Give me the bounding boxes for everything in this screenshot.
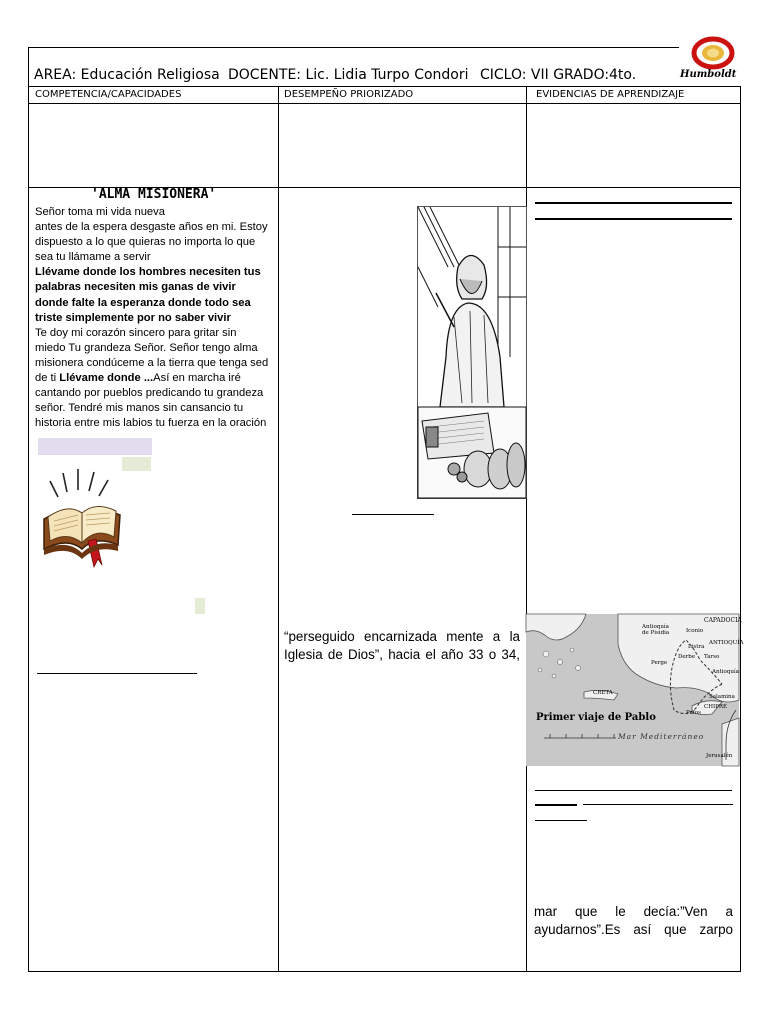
map-place: Pafos [686, 710, 701, 716]
map-title: Primer viaje de Pablo [536, 712, 656, 723]
lyric-line: cantando por pueblos predicando tu grandeza [35, 387, 264, 400]
song-lyrics [35, 205, 271, 431]
map-place: CAPADOCIA [704, 617, 742, 624]
lyric-line: Te doy mi corazón sincero para gritar sin [35, 326, 237, 339]
map-place: Derbe [678, 654, 696, 660]
lyric-line: sea tu llámame a servir [35, 251, 151, 264]
answer-blank-middle [352, 514, 434, 515]
col-header-evidencias: EVIDENCIAS DE APRENDIZAJE [536, 89, 685, 100]
lyric-line: palabras necesiten mis ganas de vivir [35, 281, 236, 294]
ciclo-label: CICLO: VII GRADO: [480, 67, 610, 83]
right-paragraph [534, 903, 733, 939]
left-border [28, 47, 29, 972]
map-place: Listra [688, 644, 705, 650]
header-rule [28, 86, 741, 87]
top-rule [28, 47, 679, 48]
open-bible-icon [38, 467, 126, 573]
colhead-rule [28, 103, 741, 104]
col-header-desempeno: DESEMPEÑO PRIORIZADO [284, 89, 414, 100]
answer-blank-right-3 [535, 790, 732, 791]
lyric-line: señor. Tendré mis manos sin cansancio tu [35, 402, 244, 415]
lyric-fragment: Así en marcha iré [153, 372, 241, 385]
paragraph-line: ayudarnos”.Es así que zarpo [534, 922, 733, 937]
grado-value: 4to. [609, 67, 637, 83]
answer-blank-right-4 [535, 804, 577, 806]
lyric-line: dispuesto a lo que quieras no importa lo que [35, 236, 256, 249]
right-border [740, 86, 741, 972]
map-sea-label: Mar Mediterráneo [618, 732, 705, 741]
map-place: Iconio [686, 628, 704, 634]
map-place: Tarso [704, 654, 720, 660]
logo-text: Humboldt [680, 69, 737, 80]
highlight-lavender [38, 438, 152, 455]
bottom-rule [28, 971, 741, 972]
bible-clipart [38, 467, 126, 573]
paragraph-line: Iglesia de Dios”, hacia el año 33 o 34, [284, 647, 520, 662]
lyric-line: historia entre mis labios tu fuerza en la oración [35, 417, 267, 430]
col-header-competencia: COMPETENCIA/CAPACIDADES [35, 89, 182, 100]
paragraph-line: “perseguido encarnizada mente a la [284, 629, 520, 644]
lyric-line: triste simplemente por no saber vivir [35, 311, 231, 324]
map-place: Salamina [709, 694, 735, 700]
apostle-writing-icon [418, 207, 526, 498]
map-place: Antioquía de Pisidia [642, 624, 670, 636]
docente-label: DOCENTE: Lic. Lidia Turpo Condori [228, 67, 469, 83]
lyric-line: Llévame donde los hombres necesiten tus [35, 266, 261, 279]
map-place: ANTIOQUÍA [709, 640, 744, 646]
highlight-green [122, 457, 151, 471]
apostle-illustration [417, 206, 527, 499]
lyric-line: Señor toma mi vida nueva [35, 206, 165, 218]
lyric-line: antes de la espera desgaste años en mi. Estoy [35, 221, 268, 234]
map-place: Perge [651, 660, 668, 666]
map-place: Jerusalén [706, 753, 733, 759]
lyric-chorus-ref: Llévame donde ... [59, 372, 154, 385]
lyric-line: donde falte la esperanza donde todo sea [35, 296, 251, 309]
lyric-line: misionera condúceme a la tierra que tenga sed [35, 356, 269, 369]
col-divider-1 [278, 86, 279, 972]
answer-blank-left [37, 673, 197, 674]
answer-blank-right-2 [535, 218, 732, 220]
map-place: CHIPRE [704, 704, 728, 710]
answer-blank-right-1 [535, 202, 732, 204]
map-first-journey [526, 614, 744, 766]
answer-blank-right-5 [583, 804, 733, 805]
lyric-fragment: de ti [35, 372, 60, 385]
paragraph-line: mar que le decía:”Ven a [534, 904, 733, 919]
map-place: CRETA [593, 690, 613, 696]
humboldt-logo [676, 36, 742, 84]
middle-paragraph [284, 628, 520, 664]
map-graphic [526, 614, 739, 766]
highlight-green-small [195, 598, 205, 614]
answer-blank-right-6 [535, 820, 587, 821]
map-place: Antioquía [712, 669, 739, 675]
area-label: AREA: Educación Religiosa [34, 67, 220, 83]
lyric-line: miedo Tu grandeza Señor. Señor tengo alma [35, 341, 258, 354]
lyric-line [35, 371, 271, 386]
song-title: 'ALMA MISIONERA' [91, 187, 217, 202]
